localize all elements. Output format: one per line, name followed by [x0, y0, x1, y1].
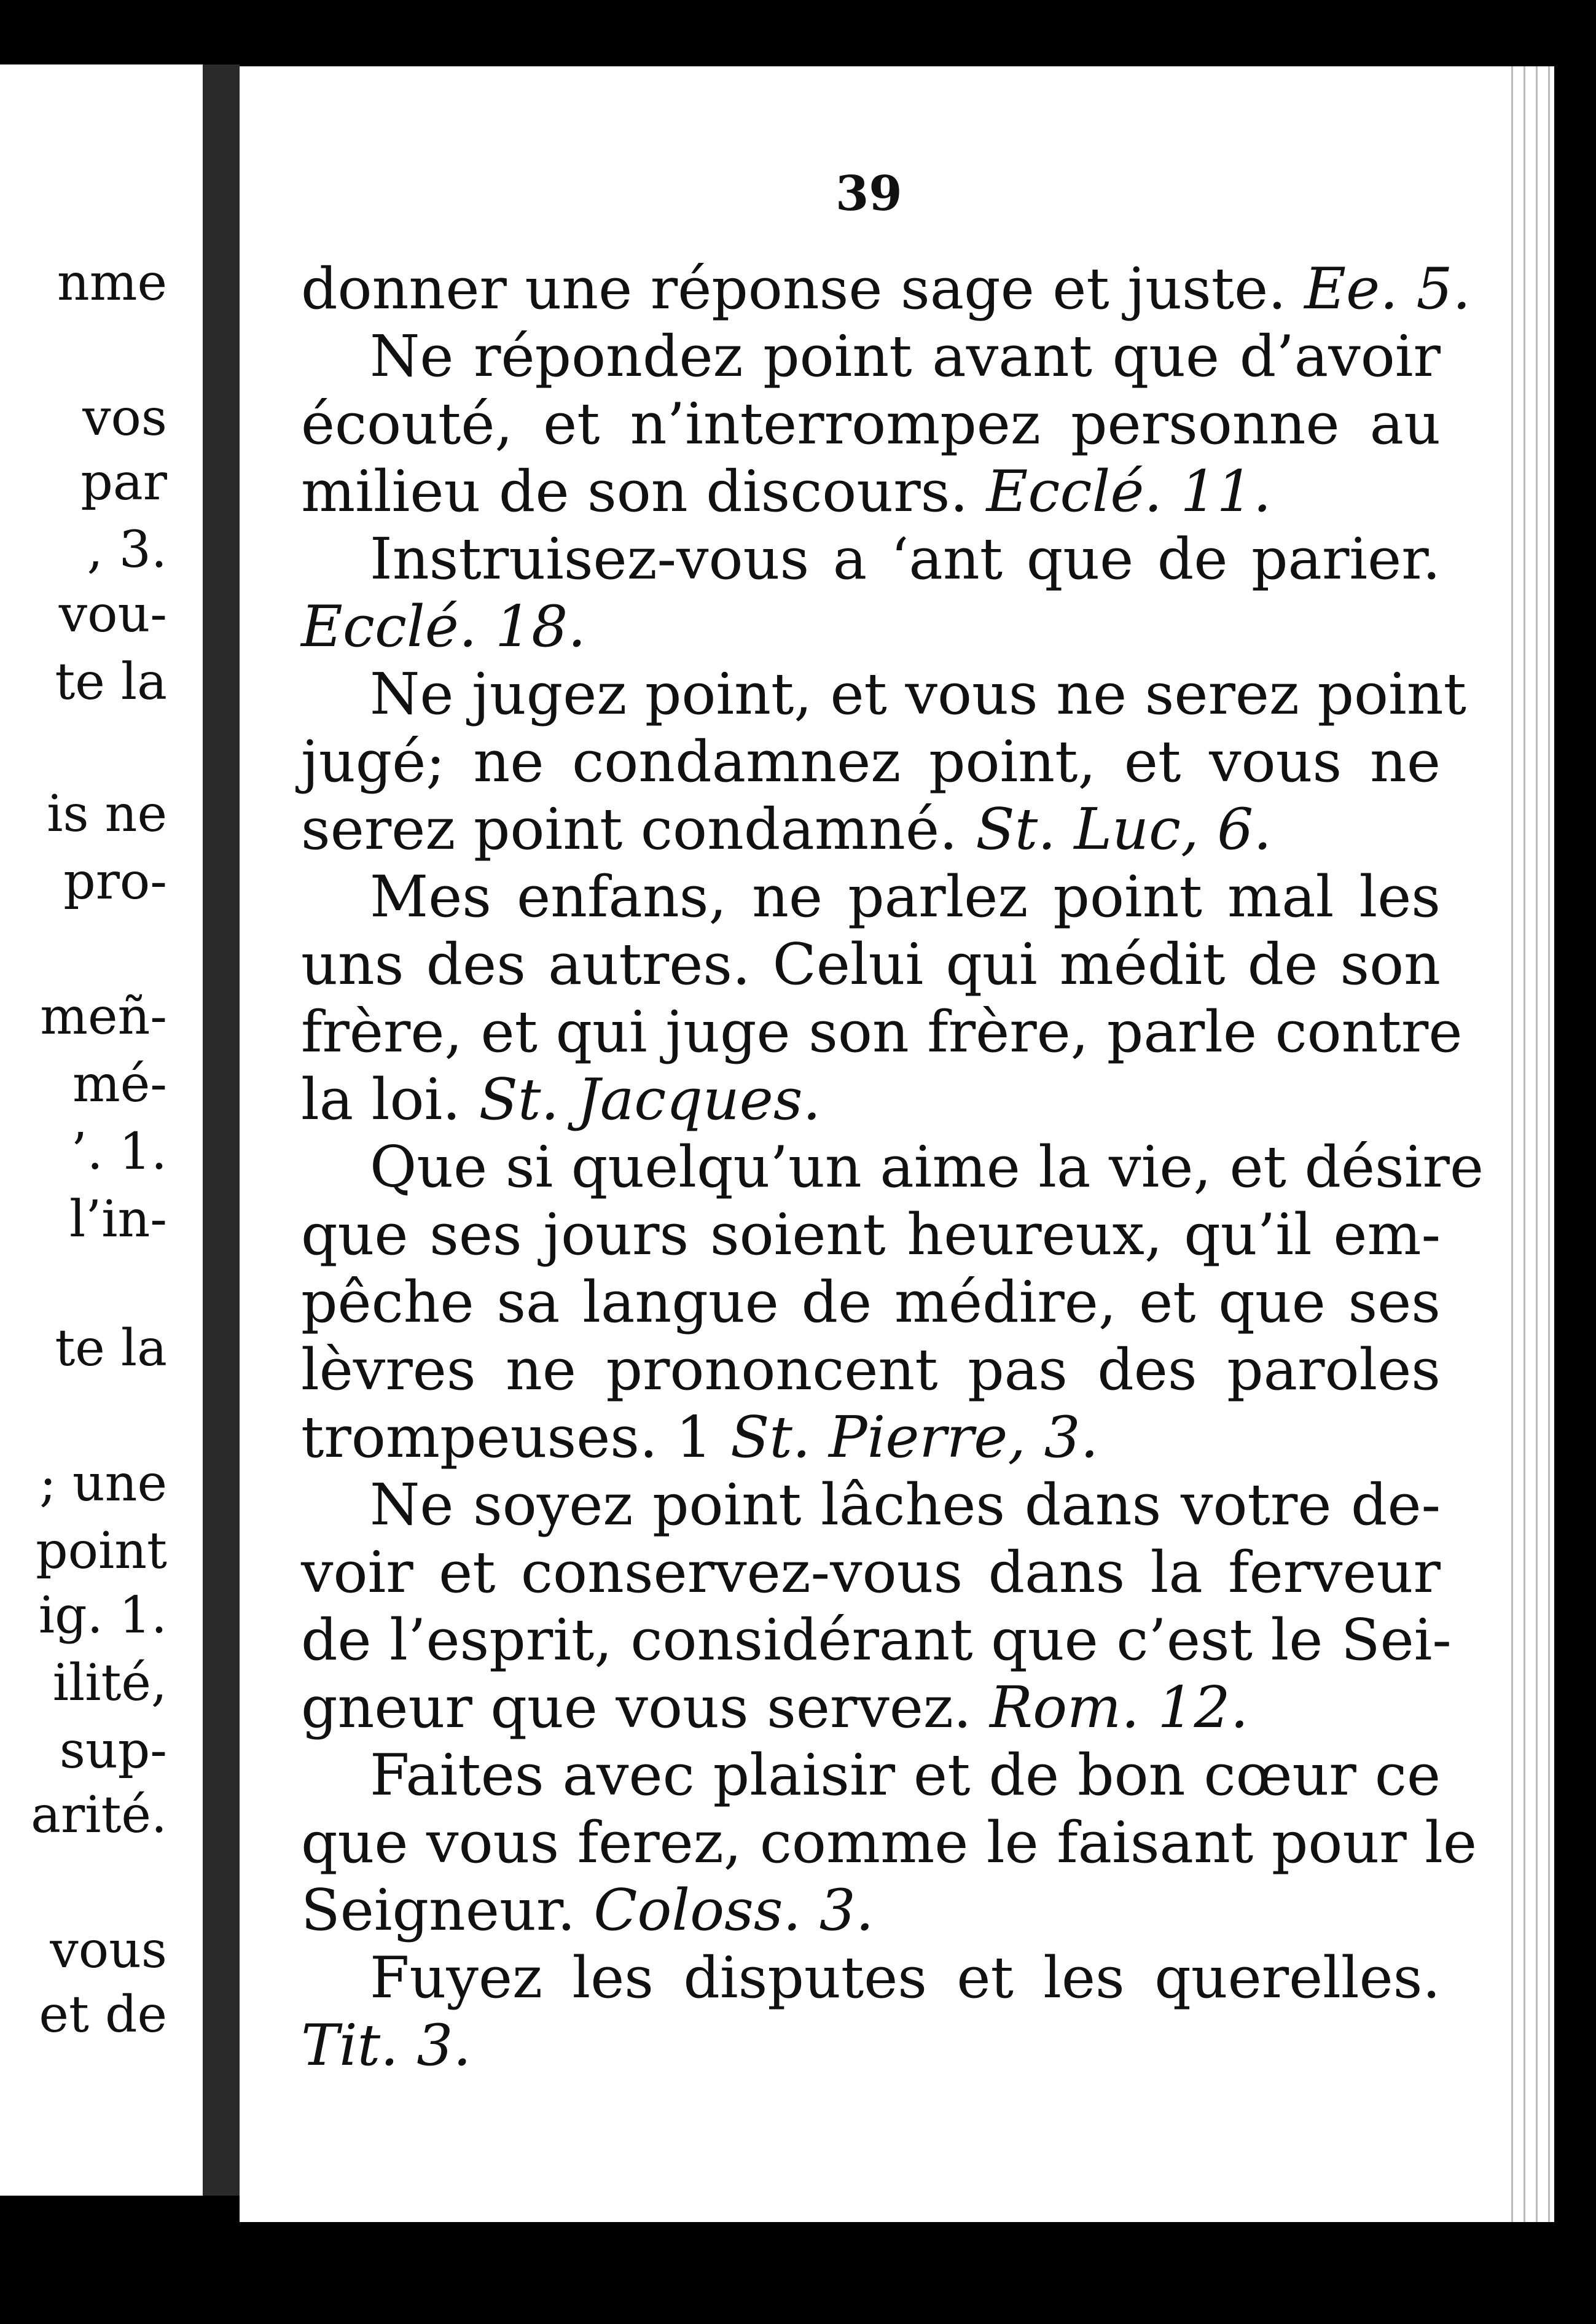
text-line: [301, 1674, 1441, 1741]
text-line: [301, 1741, 1441, 1809]
text-line: [301, 1403, 1441, 1471]
page-edges: [1505, 66, 1554, 2222]
left-page-line: meñ-: [40, 988, 167, 1046]
line-text: pêche sa langue de médire, et que ses: [301, 1269, 1441, 1335]
text-line: [301, 1336, 1441, 1403]
text-line: [301, 1201, 1441, 1268]
line-text: Ne répondez point avant que d’avoir: [370, 323, 1441, 389]
line-text: Que si quelqu’un aime la vie, et désire: [370, 1134, 1484, 1200]
left-page-line: mé-: [72, 1055, 167, 1113]
text-line: [301, 458, 1441, 525]
line-text: de l’esprit, considérant que c’est le Sei-: [301, 1607, 1452, 1673]
left-page-line: ilité,: [52, 1654, 167, 1712]
left-page-line: vou-: [58, 585, 167, 644]
left-page-line: et de: [39, 1986, 167, 2044]
line-text: Faites avec plaisir et de bon cœur ce: [370, 1742, 1441, 1808]
left-page-line: par: [80, 453, 167, 512]
line-text: jugé; ne condamnez point, et vous ne: [301, 728, 1441, 795]
text-line: [301, 998, 1463, 1066]
line-text: que vous ferez, comme le faisant pour le: [301, 1809, 1477, 1876]
left-page-line: is ne: [47, 785, 167, 843]
left-page-line: te la: [55, 1319, 167, 1378]
left-page-line: pro-: [63, 852, 167, 911]
left-page-line: ; une: [39, 1454, 167, 1513]
line-text: Ne jugez point, et vous ne serez point: [370, 661, 1467, 727]
page-number: 39: [835, 166, 902, 222]
text-line: [301, 728, 1441, 795]
left-page-line: sup-: [59, 1722, 167, 1780]
scripture-reference: Ecclé. 11.: [986, 458, 1272, 524]
book-gutter: [203, 64, 240, 2196]
line-text: la loi.: [301, 1066, 479, 1133]
line-text: voir et conservez-vous dans la ferveur: [301, 1539, 1441, 1605]
line-text: frère, et qui juge son frère, parle contre: [301, 999, 1463, 1065]
text-line: [301, 1133, 1484, 1201]
line-text: Instruisez-vous a ‘ant que de parier.: [370, 526, 1441, 592]
left-page-line: ig. 1.: [38, 1586, 167, 1645]
scripture-reference: Tit. 3.: [301, 2012, 472, 2078]
line-text: lèvres ne prononcent pas des paroles: [301, 1336, 1441, 1403]
scripture-reference: Rom. 12.: [990, 1674, 1249, 1741]
text-line: [301, 1876, 1441, 1944]
line-text: Mes enfans, ne parlez point mal les: [370, 864, 1441, 930]
scripture-reference: Coloss. 3.: [593, 1877, 874, 1943]
text-line: [301, 1471, 1441, 1538]
text-line: [301, 1538, 1441, 1606]
left-page-line: nme: [57, 254, 167, 312]
line-text: que ses jours soient heureux, qu’il em-: [301, 1201, 1441, 1268]
scripture-reference: St. Jacques.: [479, 1066, 821, 1133]
text-line: [301, 593, 1441, 660]
line-text: gneur que vous servez.: [301, 1674, 990, 1741]
left-page-line: arité.: [31, 1786, 167, 1844]
left-page-line: vous: [50, 1921, 167, 1979]
line-text: serez point condamné.: [301, 796, 976, 862]
text-line: [301, 322, 1441, 390]
left-page-line: vos: [82, 389, 167, 447]
line-text: uns des autres. Celui qui médit de son: [301, 931, 1441, 997]
line-text: Seigneur.: [301, 1877, 594, 1943]
line-text: donner une réponse sage et juste.: [301, 255, 1305, 322]
text-line: [301, 1606, 1452, 1674]
line-text: milieu de son discours.: [301, 458, 987, 524]
scripture-reference: St. Pierre, 3.: [730, 1404, 1099, 1470]
left-page-line: point: [36, 1522, 167, 1580]
scripture-reference: Ecclé. 18.: [301, 593, 586, 660]
text-line: [301, 1809, 1477, 1876]
text-line: [301, 930, 1441, 998]
text-line: [301, 1268, 1441, 1336]
line-text: écouté, et n’interrompez personne au: [301, 391, 1441, 457]
line-text: Ne soyez point lâches dans votre de-: [370, 1472, 1441, 1538]
line-text: Fuyez les disputes et les querelles.: [370, 1944, 1441, 2011]
left-page-line: l’in-: [69, 1190, 167, 1249]
left-page-line: te la: [55, 653, 167, 711]
line-text: trompeuses. 1: [301, 1404, 730, 1470]
text-line: [301, 255, 1471, 322]
left-page-fragment: [0, 64, 209, 2196]
left-page-line: , 3.: [87, 521, 167, 579]
scripture-reference: St. Luc, 6.: [976, 796, 1272, 862]
text-line: [301, 1944, 1441, 2011]
text-line: [301, 525, 1441, 593]
text-line: [301, 660, 1467, 728]
text-line: [301, 795, 1441, 863]
text-line: [301, 1066, 1441, 1133]
text-line: [301, 2011, 1441, 2079]
left-page-line: ’. 1.: [71, 1123, 167, 1181]
page-text: [301, 255, 1484, 2079]
text-line: [301, 390, 1441, 458]
scripture-reference: Ee. 5.: [1304, 255, 1471, 322]
text-line: [301, 863, 1441, 930]
